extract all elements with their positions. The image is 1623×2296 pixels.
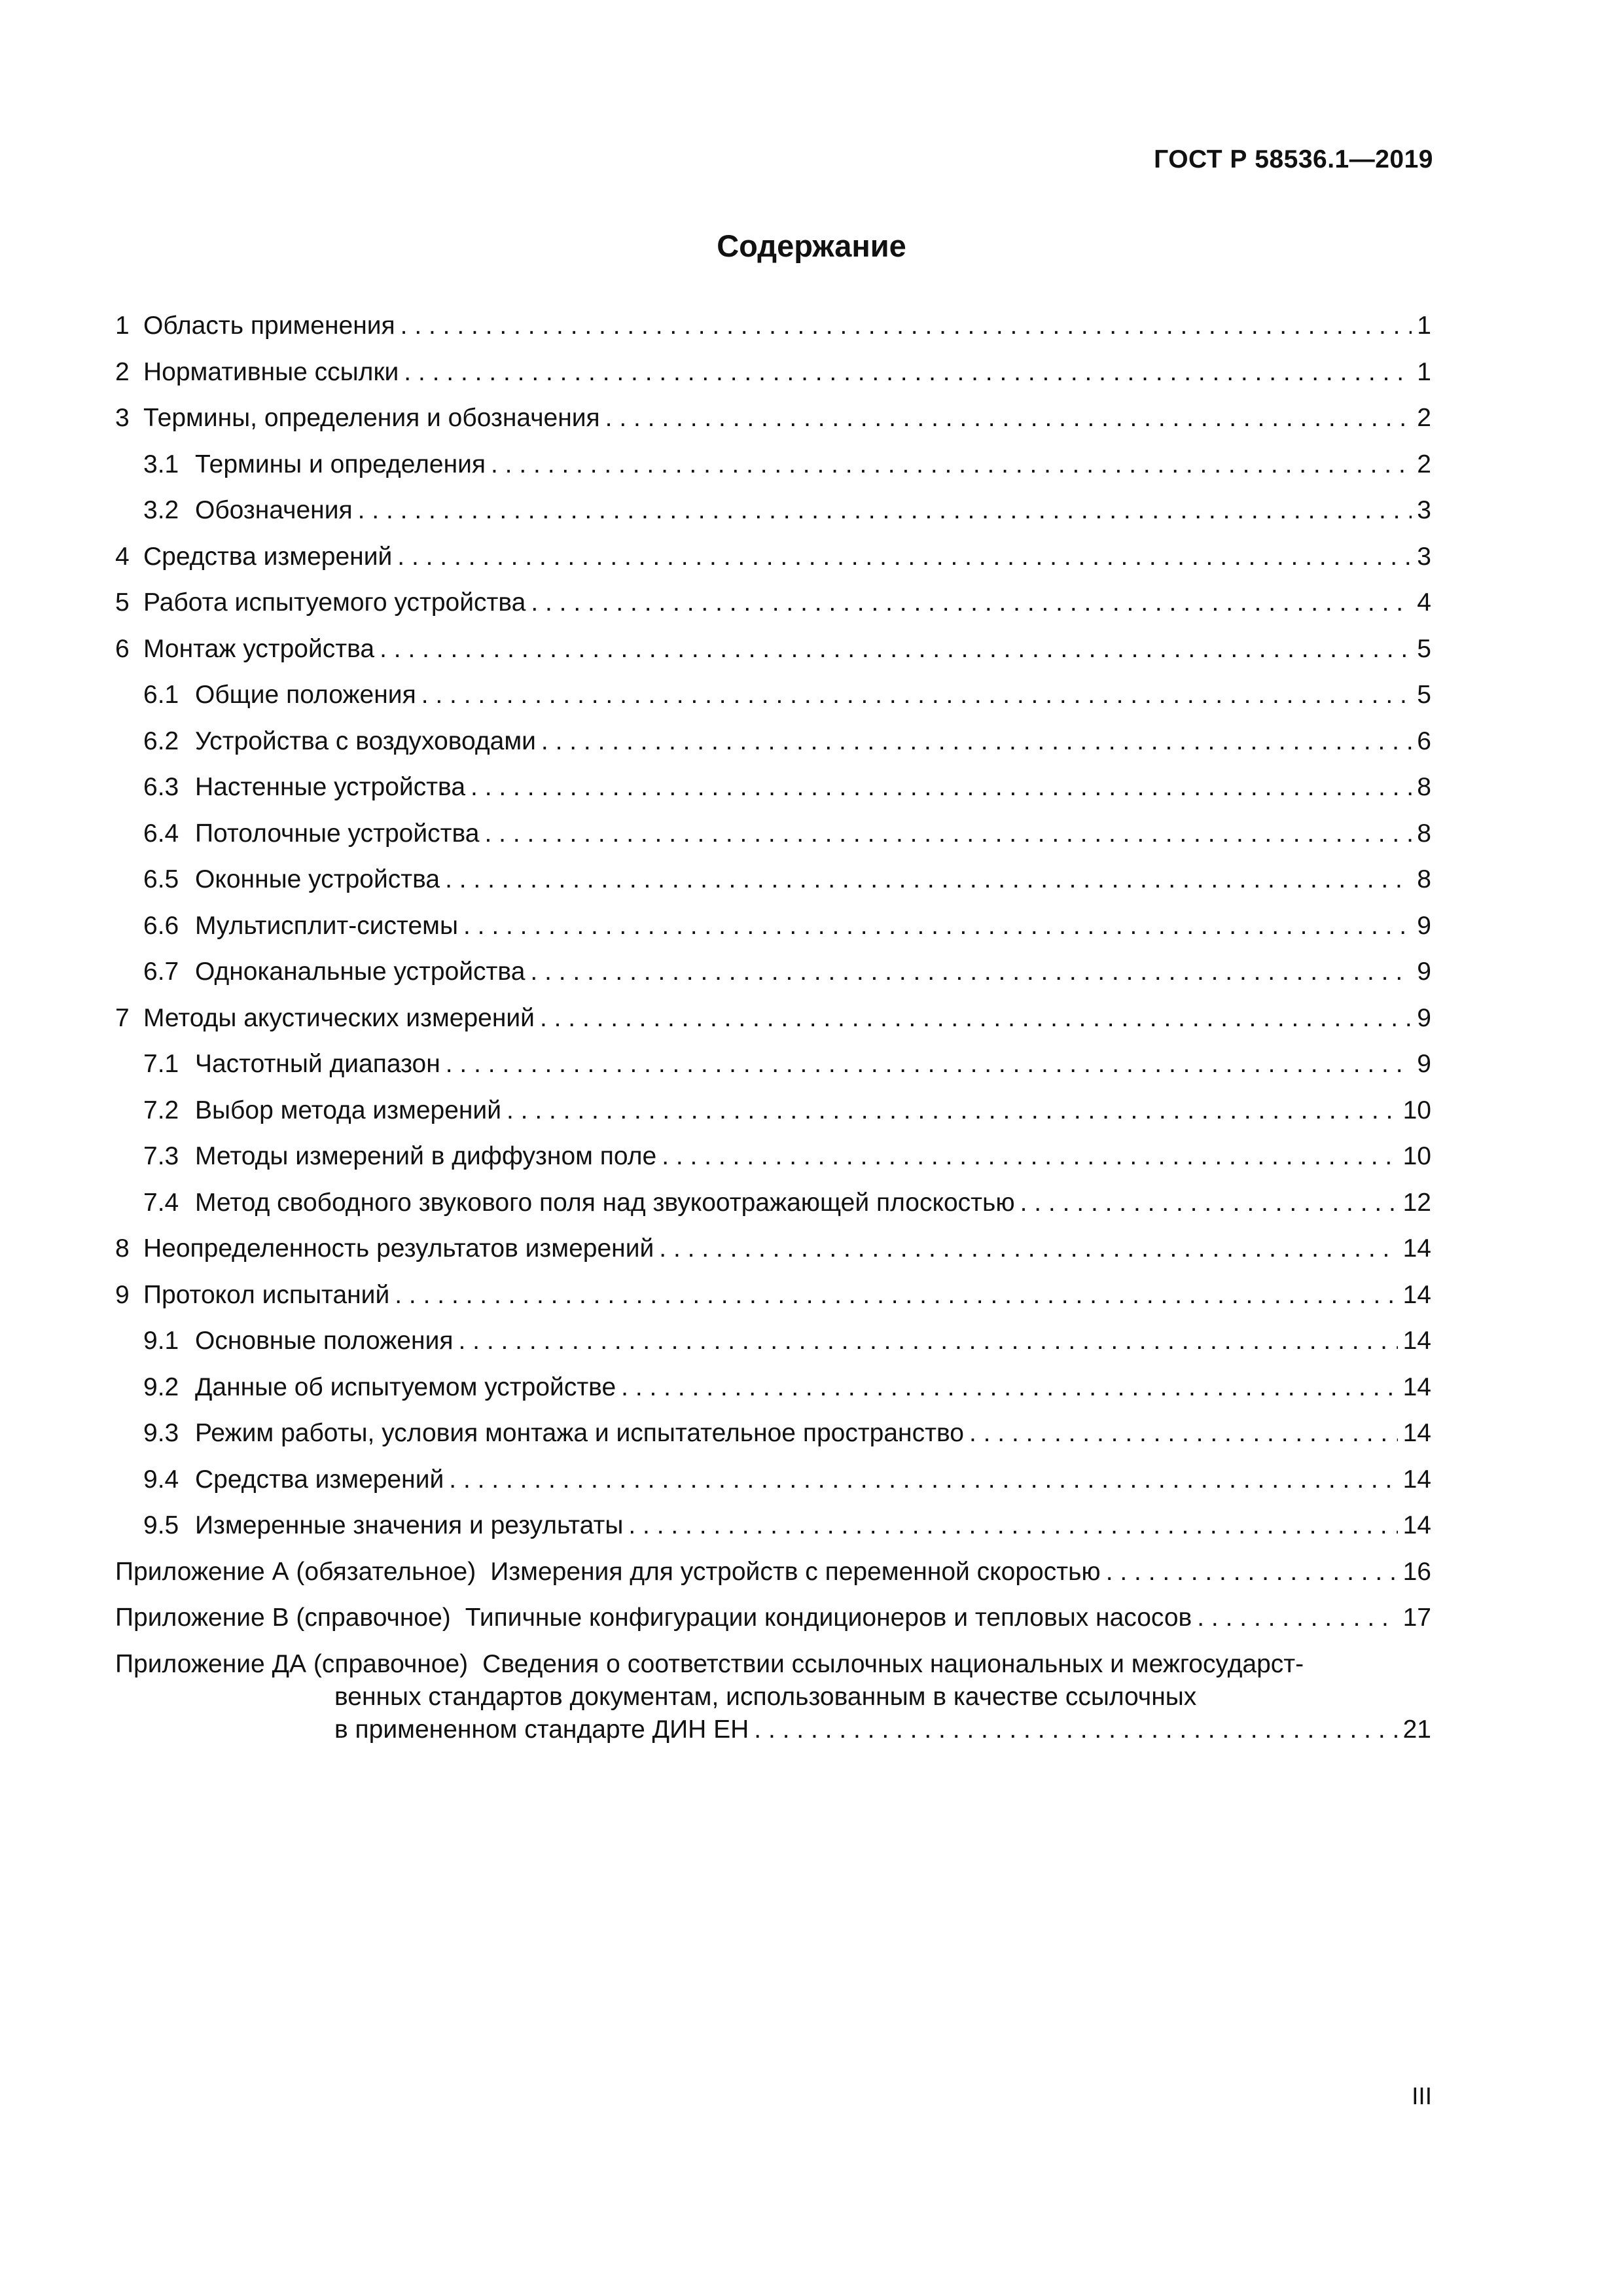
toc-entry-1[interactable] (115, 310, 1431, 356)
toc-entry-number: 6.7 (143, 958, 179, 986)
toc-entry-2[interactable] (115, 356, 1431, 403)
dot-leader (621, 1371, 1397, 1404)
toc-entry-page: 2 (1417, 404, 1431, 432)
toc-entry-9-2[interactable] (115, 1371, 1431, 1418)
toc-entry-3[interactable] (115, 402, 1431, 448)
toc-entry-number: 2 (115, 357, 130, 386)
toc-entry-label: Термины и определения (195, 450, 486, 478)
toc-entry-label: Средства измерений (195, 1465, 444, 1494)
toc-entry-label: Общие положения (195, 681, 416, 709)
toc-appendix-da[interactable] (115, 1648, 1431, 1746)
dot-leader (1197, 1602, 1397, 1634)
toc-entry-6-7[interactable] (115, 956, 1431, 1002)
toc-entry-page: 9 (1417, 1050, 1431, 1078)
toc-appendix-b[interactable] (115, 1602, 1431, 1648)
toc-entry-page: 2 (1417, 450, 1431, 478)
appendix-name: Приложение А (обязательное) (115, 1557, 476, 1586)
toc-entry-label: Мультисплит-системы (195, 911, 458, 940)
toc-entry-label: Метод свободного звукового поля над звукоотражающей плоскостью (195, 1188, 1015, 1217)
dot-leader (395, 1279, 1397, 1312)
toc-entry-4[interactable] (115, 541, 1431, 587)
toc-entry-5[interactable] (115, 586, 1431, 633)
toc-entry-label: Основные положения (195, 1327, 454, 1355)
toc-entry-page: 10 (1402, 1142, 1431, 1170)
toc-entry-label: Выбор метода измерений (195, 1096, 501, 1124)
toc-entry-label: Работа испытуемого устройства (143, 588, 526, 617)
toc-entry-page: 1 (1417, 312, 1431, 340)
toc-entry-label: Частотный диапазон (195, 1050, 440, 1078)
toc-entry-number: 8 (115, 1234, 130, 1263)
page-title: Содержание (717, 228, 906, 263)
toc-entry-label: Оконные устройства (195, 865, 440, 893)
toc-entry-6-3[interactable] (115, 771, 1431, 817)
dot-leader (445, 863, 1412, 896)
toc-entry-6[interactable] (115, 633, 1431, 679)
toc-entry-6-5[interactable] (115, 863, 1431, 910)
toc-entry-page: 10 (1402, 1096, 1431, 1124)
toc-entry-9-3[interactable] (115, 1417, 1431, 1463)
toc-appendix-a[interactable] (115, 1556, 1431, 1602)
toc-entry-label: Область применения (143, 312, 395, 340)
toc-entry-label: Термины, определения и обозначения (143, 404, 600, 432)
dot-leader (531, 586, 1412, 619)
dot-leader (628, 1509, 1397, 1542)
toc-entry-number: 6 (115, 634, 130, 663)
dot-leader (1106, 1556, 1398, 1588)
toc-entry-number: 7.1 (143, 1050, 179, 1078)
appendix-name: Приложение В (справочное) (115, 1604, 451, 1632)
toc-entry-page: 8 (1417, 773, 1431, 801)
toc-entry-9-5[interactable] (115, 1509, 1431, 1556)
toc-entry-page: 4 (1417, 588, 1431, 617)
standard-code: ГОСТ Р 58536.1—2019 (1154, 145, 1433, 173)
dot-leader (605, 402, 1412, 435)
toc-entry-number: 9.1 (143, 1327, 179, 1355)
toc-entry-label: Данные об испытуемом устройстве (195, 1372, 616, 1401)
toc-entry-page: 14 (1402, 1234, 1431, 1263)
toc-entry-number: 9.5 (143, 1511, 179, 1539)
appendix-title: Измерения для устройств с переменной скоростью (490, 1557, 1101, 1586)
dot-leader (507, 1094, 1398, 1127)
toc-entry-label: Протокол испытаний (143, 1280, 390, 1309)
dot-leader (358, 494, 1412, 527)
toc-entry-page: 1 (1417, 357, 1431, 386)
toc-entry-page: 12 (1402, 1188, 1431, 1217)
appendix-title-line3: в примененном стандарте ДИН ЕН (334, 1715, 749, 1744)
dot-leader (541, 725, 1412, 758)
toc-entry-page: 14 (1402, 1465, 1431, 1494)
toc-entry-7-3[interactable] (115, 1140, 1431, 1187)
toc-entry-page: 14 (1402, 1372, 1431, 1401)
toc-entry-number: 6.4 (143, 819, 179, 848)
dot-leader (484, 817, 1412, 850)
toc-entry-label: Неопределенность результатов измерений (143, 1234, 654, 1263)
toc-entry-9[interactable] (115, 1279, 1431, 1325)
toc-entry-page: 17 (1402, 1604, 1431, 1632)
dot-leader (530, 956, 1412, 988)
toc-entry-label: Одноканальные устройства (195, 958, 526, 986)
toc-entry-label: Методы измерений в диффузном поле (195, 1142, 657, 1170)
dot-leader (397, 541, 1412, 573)
toc-entry-number: 5 (115, 588, 130, 617)
toc-entry-page: 14 (1402, 1419, 1431, 1447)
toc-entry-number: 7 (115, 1003, 130, 1032)
toc-entry-label: Потолочные устройства (195, 819, 480, 848)
toc-entry-6-6[interactable] (115, 910, 1431, 956)
toc-entry-page: 9 (1417, 958, 1431, 986)
toc-entry-page: 3 (1417, 542, 1431, 571)
toc-entry-page: 9 (1417, 1003, 1431, 1032)
toc-entry-label: Средства измерений (143, 542, 393, 571)
toc-entry-number: 6.1 (143, 681, 179, 709)
page-number: III (1412, 2083, 1432, 2109)
appendix-title-line2: венных стандартов документам, использованным в качестве ссылочных (334, 1682, 1197, 1711)
toc-entry-number: 6.6 (143, 911, 179, 940)
toc-entry-number: 1 (115, 312, 130, 340)
dot-leader (404, 356, 1412, 389)
toc-entry-page: 14 (1402, 1280, 1431, 1309)
table-of-contents (115, 310, 1431, 1746)
toc-entry-page: 3 (1417, 496, 1431, 524)
dot-leader (380, 633, 1412, 666)
dot-leader (446, 1048, 1412, 1081)
toc-entry-3-2[interactable] (115, 494, 1431, 541)
toc-entry-7-4[interactable] (115, 1187, 1431, 1233)
toc-entry-number: 3.1 (143, 450, 179, 478)
dot-leader (471, 771, 1412, 804)
toc-entry-7-2[interactable] (115, 1094, 1431, 1141)
appendix-name: Приложение ДА (справочное) (115, 1649, 469, 1678)
toc-entry-label: Режим работы, условия монтажа и испытательное пространство (195, 1419, 964, 1447)
toc-entry-page: 21 (1402, 1715, 1431, 1744)
dot-leader (659, 1232, 1397, 1265)
dot-leader (459, 1325, 1398, 1357)
toc-entry-6-2[interactable] (115, 725, 1431, 772)
toc-entry-number: 3.2 (143, 496, 179, 524)
toc-entry-label: Измеренные значения и результаты (195, 1511, 624, 1539)
toc-entry-label: Обозначения (195, 496, 353, 524)
toc-entry-number: 6.3 (143, 773, 179, 801)
appendix-title: Типичные конфигурации кондиционеров и тепловых насосов (465, 1604, 1192, 1632)
dot-leader (401, 310, 1412, 342)
toc-entry-number: 9.3 (143, 1419, 179, 1447)
dot-leader (540, 1002, 1412, 1035)
toc-entry-number: 9 (115, 1280, 130, 1309)
toc-entry-page: 6 (1417, 726, 1431, 755)
toc-entry-6-4[interactable] (115, 817, 1431, 864)
toc-entry-3-1[interactable] (115, 448, 1431, 495)
toc-entry-page: 5 (1417, 681, 1431, 709)
toc-entry-number: 9.2 (143, 1372, 179, 1401)
toc-entry-9-1[interactable] (115, 1325, 1431, 1371)
toc-entry-7-1[interactable] (115, 1048, 1431, 1094)
toc-entry-number: 3 (115, 404, 130, 432)
dot-leader (449, 1463, 1397, 1496)
toc-entry-page: 14 (1402, 1327, 1431, 1355)
toc-entry-label: Настенные устройства (195, 773, 466, 801)
toc-entry-7[interactable] (115, 1002, 1431, 1049)
toc-entry-number: 6.2 (143, 726, 179, 755)
toc-entry-number: 7.4 (143, 1188, 179, 1217)
dot-leader (754, 1713, 1397, 1746)
toc-entry-number: 9.4 (143, 1465, 179, 1494)
dot-leader (1020, 1187, 1398, 1219)
toc-entry-label: Нормативные ссылки (143, 357, 399, 386)
dot-leader (463, 910, 1412, 942)
toc-entry-number: 4 (115, 542, 130, 571)
toc-entry-number: 7.3 (143, 1142, 179, 1170)
toc-entry-9-4[interactable] (115, 1463, 1431, 1510)
dot-leader (491, 448, 1412, 481)
toc-entry-label: Монтаж устройства (143, 634, 375, 663)
toc-entry-page: 8 (1417, 865, 1431, 893)
toc-entry-number: 6.5 (143, 865, 179, 893)
toc-entry-label: Методы акустических измерений (143, 1003, 535, 1032)
dot-leader (969, 1417, 1398, 1450)
toc-entry-page: 9 (1417, 911, 1431, 940)
toc-entry-number: 7.2 (143, 1096, 179, 1124)
dot-leader (662, 1140, 1397, 1173)
toc-entry-6-1[interactable] (115, 679, 1431, 725)
dot-leader (421, 679, 1412, 711)
toc-entry-page: 16 (1402, 1557, 1431, 1586)
appendix-title-line1: Сведения о соответствии ссылочных национальных и межгосударст- (482, 1649, 1304, 1678)
toc-entry-8[interactable] (115, 1232, 1431, 1279)
toc-entry-page: 14 (1402, 1511, 1431, 1539)
toc-entry-page: 5 (1417, 634, 1431, 663)
toc-entry-page: 8 (1417, 819, 1431, 848)
toc-entry-label: Устройства с воздуховодами (195, 726, 536, 755)
